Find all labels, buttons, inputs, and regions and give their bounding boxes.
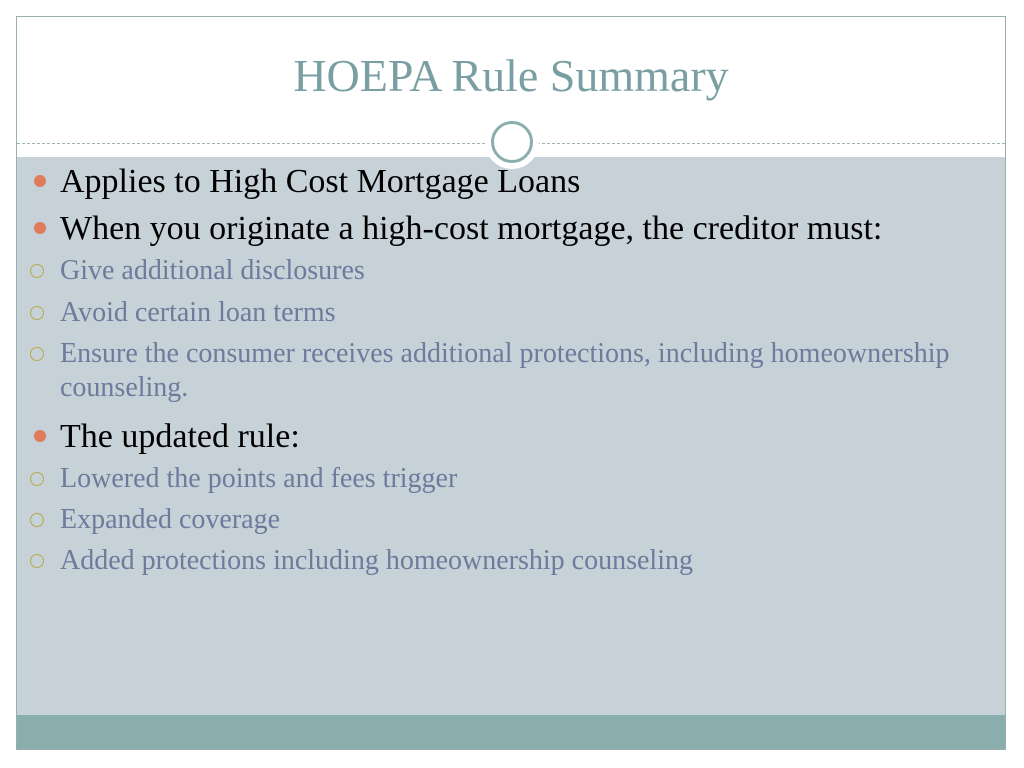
hollow-circle-icon	[30, 347, 44, 361]
sub-bullet-item	[30, 254, 970, 288]
bullet-text: The updated rule:	[60, 417, 300, 455]
sub-bullet-item	[30, 296, 970, 330]
bullet-item	[30, 207, 970, 250]
sub-bullet-text: Expanded coverage	[60, 504, 280, 536]
bullet-item	[30, 160, 970, 203]
bullet-text: When you originate a high-cost mortgage, the creditor must:	[60, 210, 883, 248]
hollow-circle-icon	[30, 264, 44, 278]
sub-list	[30, 462, 970, 578]
sub-bullet-text: Give additional disclosures	[60, 255, 365, 287]
filled-circle-icon	[34, 222, 46, 234]
filled-circle-icon	[34, 175, 46, 187]
slide-title: HOEPA Rule Summary	[293, 50, 729, 101]
hollow-circle-icon	[30, 554, 44, 568]
sub-bullet-text: Added protections including homeownership counseling	[60, 545, 693, 577]
sub-bullet-text: Lowered the points and fees trigger	[60, 463, 458, 495]
hollow-circle-icon	[30, 306, 44, 320]
filled-circle-icon	[34, 430, 46, 442]
footer-bar	[17, 715, 1005, 749]
bullet-list	[30, 160, 970, 589]
bullet-text: Applies to High Cost Mortgage Loans	[60, 163, 581, 200]
bullet-item	[30, 415, 970, 458]
ornament-ring	[491, 121, 533, 163]
sub-bullet-item	[30, 337, 970, 405]
sub-bullet-item	[30, 544, 970, 578]
hollow-circle-icon	[30, 472, 44, 486]
sub-bullet-item	[30, 462, 970, 496]
sub-bullet-text: Avoid certain loan terms	[60, 296, 336, 328]
sub-bullet-text: Ensure the consumer receives additional protections, including homeownership counseling.	[60, 337, 950, 403]
sub-list-container	[30, 254, 970, 405]
sub-bullet-item	[30, 503, 970, 537]
hollow-circle-icon	[30, 513, 44, 527]
sub-list	[30, 254, 970, 405]
sub-list-container	[30, 462, 970, 578]
